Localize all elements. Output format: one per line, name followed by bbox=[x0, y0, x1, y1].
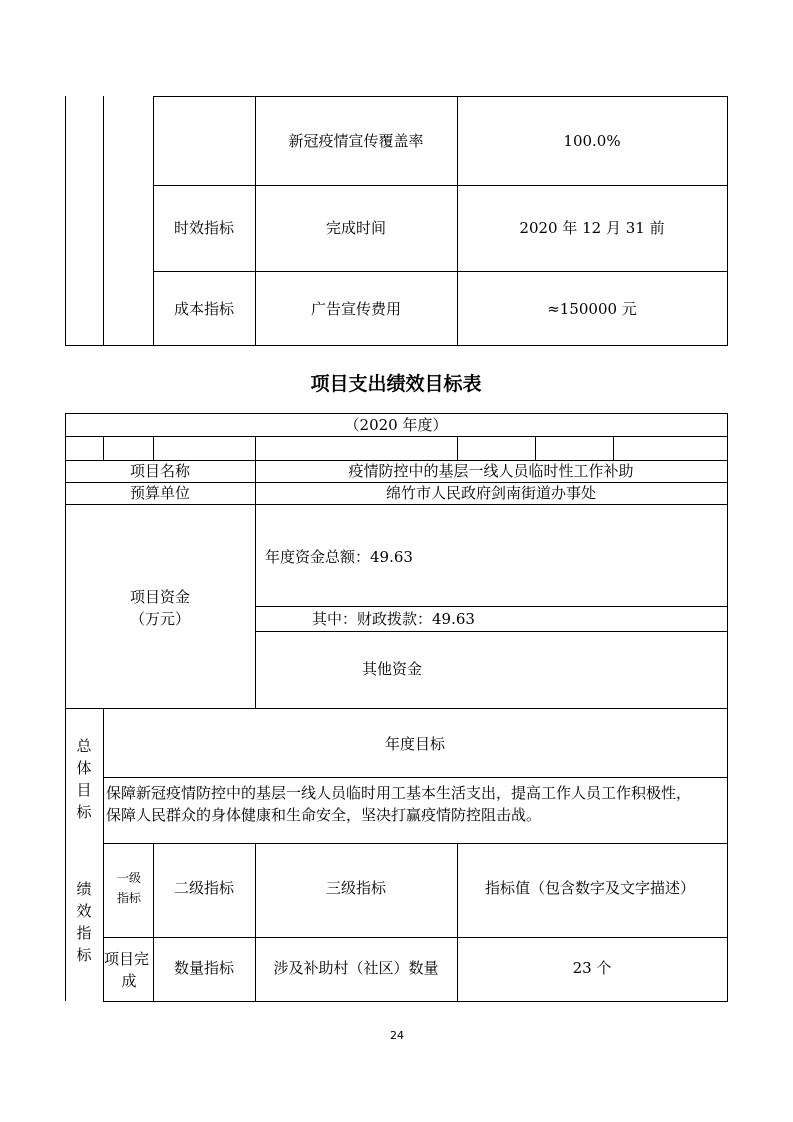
row-level2: 数量指标 bbox=[173, 959, 235, 977]
funds-other: 其他资金 bbox=[361, 660, 423, 678]
funds-label: 项目资金 bbox=[129, 588, 191, 606]
table-cell: 100.0% bbox=[563, 132, 621, 150]
project-name: 疫情防控中的基层一线人员临时性工作补助 bbox=[348, 462, 634, 480]
row-value: 23 个 bbox=[572, 959, 612, 977]
year-label: （2020 年度） bbox=[344, 416, 448, 434]
performance-indicator-label: 绩 效 指 标 bbox=[76, 880, 92, 964]
annual-goal-label: 年度目标 bbox=[384, 735, 446, 753]
page-number: 24 bbox=[390, 1029, 404, 1042]
table-cell: 新冠疫情宣传覆盖率 bbox=[288, 132, 424, 150]
budget-unit-label: 预算单位 bbox=[129, 484, 191, 502]
overall-goal-label: 总 体 目 标 bbox=[76, 737, 92, 821]
funds-total: 年度资金总额：49.63 bbox=[265, 548, 413, 566]
header-level2: 二级指标 bbox=[173, 879, 235, 897]
funds-unit-label: （万元） bbox=[129, 610, 191, 628]
row-level1: 项目完 成 bbox=[104, 950, 150, 990]
table-cell: 2020 年 12 月 31 前 bbox=[519, 219, 665, 237]
table-cell: 时效指标 bbox=[173, 219, 235, 237]
header-value: 指标值（包含数字及文字描述） bbox=[484, 879, 696, 897]
header-level3: 三级指标 bbox=[325, 879, 387, 897]
table-cell: ≈150000 元 bbox=[547, 300, 637, 318]
table-cell: 成本指标 bbox=[173, 300, 235, 318]
table-cell: 广告宣传费用 bbox=[310, 300, 402, 318]
header-level1: 一级 指标 bbox=[116, 871, 141, 905]
row-level3: 涉及补助村（社区）数量 bbox=[273, 959, 439, 977]
project-name-label: 项目名称 bbox=[129, 462, 191, 480]
page-title: 项目支出绩效目标表 bbox=[310, 373, 482, 395]
funds-fiscal: 其中：财政拨款：49.63 bbox=[312, 610, 475, 628]
table-cell: 完成时间 bbox=[325, 219, 387, 237]
budget-unit: 绵竹市人民政府剑南街道办事处 bbox=[385, 484, 597, 502]
annual-goal-text: 保障新冠疫情防控中的基层一线人员临时用工基本生活支出，提高工作人员工作积极性， 保障人民群众的身体健康和生命安全，坚决打赢疫情防控阻击战。 bbox=[106, 784, 692, 824]
